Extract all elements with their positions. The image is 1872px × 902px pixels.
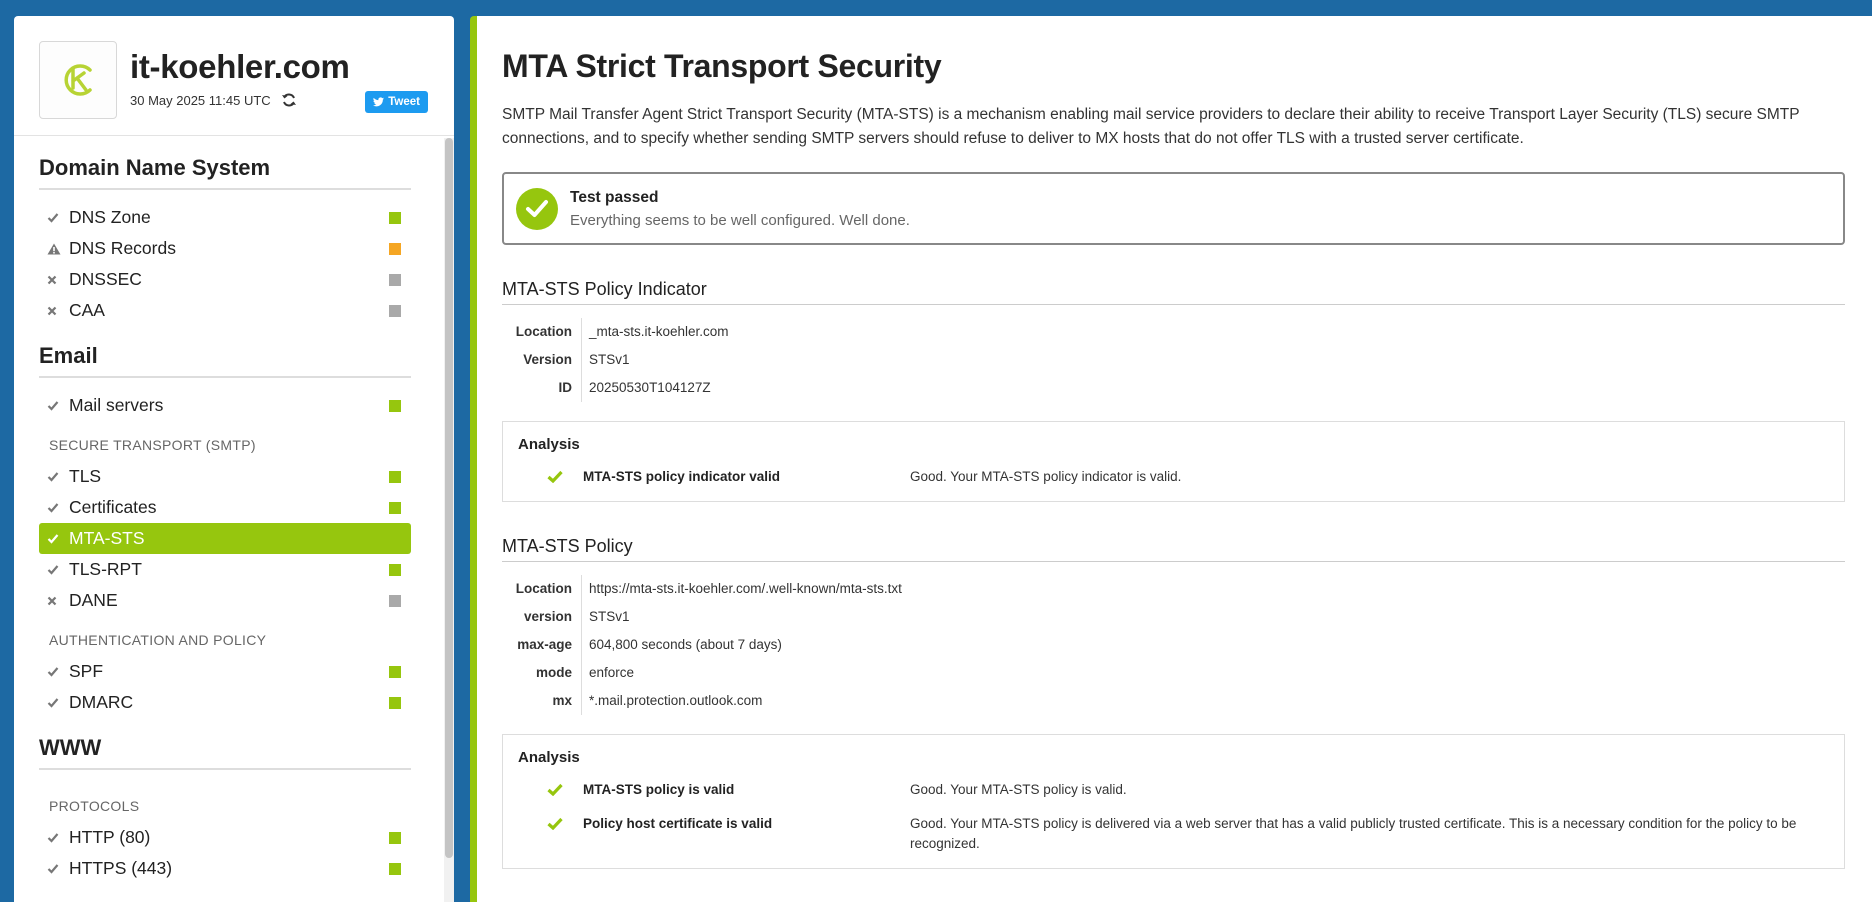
status-indicator [389,697,401,709]
field-row [502,575,1845,603]
sidebar-item-dane[interactable] [39,585,411,616]
analysis-check-name: MTA-STS policy is valid [583,782,735,797]
sidebar-item-label: TLS-RPT [69,559,142,579]
analysis-title: Analysis [518,436,580,453]
field-value: 20250530T104127Z [589,380,711,395]
main-content [470,16,1872,902]
field-row [502,318,1845,346]
sidebar-section [39,343,411,718]
analysis-title: Analysis [518,749,580,766]
status-indicator [389,400,401,412]
status-indicator [389,274,401,286]
tweet-label: Tweet [388,96,420,108]
sidebar-item-label: DNSSEC [69,269,142,289]
field-key: max-age [502,631,582,659]
tweet-button[interactable] [365,91,428,113]
check-icon [47,533,69,544]
field-row [502,346,1845,374]
check-icon [47,697,69,708]
sidebar-subheading: AUTHENTICATION AND POLICY [49,632,267,648]
field-value: https://mta-sts.it-koehler.com/.well-known/mta-sts.txt [589,581,902,596]
timestamp-text: 30 May 2025 11:45 UTC [130,92,271,108]
sidebar-item-spf[interactable] [39,656,411,687]
field-value: STSv1 [589,352,630,367]
domain-title: it-koehler.com [130,48,350,85]
field-row [502,631,1845,659]
field-row [502,374,1845,402]
sidebar-section-title: Domain Name System [39,155,411,190]
sidebar-item-https-443[interactable] [39,853,411,884]
sidebar-item-label: Certificates [69,497,157,517]
sidebar-item-mta-sts[interactable] [39,523,411,554]
status-indicator [389,243,401,255]
cross-icon [47,596,69,606]
analysis-check-name: MTA-STS policy indicator valid [583,469,781,484]
field-key: Location [502,575,582,603]
check-icon [518,814,583,854]
analysis-check-result: Good. Your MTA-STS policy is delivered via a web server that has a valid publicly trusted certificate. This is a necessary condition for the policy to be recognized. [910,816,1797,851]
twitter-bird-icon [373,97,384,107]
field-row [502,659,1845,687]
check-icon [47,666,69,677]
check-icon [47,212,69,223]
field-row [502,687,1845,715]
field-value: _mta-sts.it-koehler.com [589,324,729,339]
test-result-box [502,172,1845,245]
policy-analysis-panel [502,734,1845,869]
check-icon [47,564,69,575]
field-row [502,603,1845,631]
sidebar-item-label: SPF [69,661,104,681]
field-key: mode [502,659,582,687]
policy-heading: MTA-STS Policy [502,536,1845,562]
sidebar-item-label: HTTPS (443) [69,858,173,878]
page-title: MTA Strict Transport Security [502,48,942,84]
sidebar-item-label: DNS Records [69,238,176,258]
status-indicator [389,471,401,483]
site-logo[interactable] [39,41,117,119]
sidebar-item-tls-rpt[interactable] [39,554,411,585]
policy-fields [502,575,1845,715]
status-indicator [389,305,401,317]
status-indicator [389,666,401,678]
analysis-row [518,814,1829,854]
check-icon [47,471,69,482]
field-value: 604,800 seconds (about 7 days) [589,637,782,652]
status-indicator [389,212,401,224]
sidebar-header [14,16,454,136]
check-circle-icon [516,188,558,230]
page-intro: SMTP Mail Transfer Agent Strict Transport Security (MTA-STS) is a mechanism enabling mail service providers to declare their ability to receive Transport Layer Security (TLS) secure SMTP connections, and to specify whether sending SMTP servers should refuse to deliver to MX hosts that do not offer TLS with a trusted server certificate. [502,106,1800,147]
sidebar-item-caa[interactable] [39,295,411,326]
sidebar-item-label: DNS Zone [69,207,151,227]
sidebar-item-tls[interactable] [39,461,411,492]
check-icon [47,863,69,874]
sidebar-item-dnssec[interactable] [39,264,411,295]
sidebar-item-certificates[interactable] [39,492,411,523]
sidebar-item-label: DMARC [69,692,134,712]
sidebar-item-label: MTA-STS [69,528,145,548]
check-icon [47,502,69,513]
sidebar-subheading: PROTOCOLS [49,798,140,814]
status-indicator [389,863,401,875]
field-value: enforce [589,665,635,680]
sidebar-subheading: SECURE TRANSPORT (SMTP) [49,437,256,453]
sidebar-section-title: Email [39,343,411,378]
refresh-icon[interactable] [281,92,297,108]
sidebar-item-label: TLS [69,466,102,486]
sidebar-scrollbar[interactable] [444,138,454,902]
analysis-row [518,467,1829,487]
warning-icon [47,243,69,255]
sidebar-item-label: HTTP (80) [69,827,151,847]
indicator-heading: MTA-STS Policy Indicator [502,279,1845,305]
sidebar-section-title: WWW [39,735,411,770]
field-key: version [502,603,582,631]
sidebar-scroll-area[interactable] [14,138,454,902]
sidebar-item-dmarc[interactable] [39,687,411,718]
sidebar-scrollbar-thumb[interactable] [445,138,453,858]
sidebar-item-label: DANE [69,590,118,610]
status-indicator [389,564,401,576]
indicator-fields [502,318,1845,402]
status-indicator [389,502,401,514]
analysis-check-name: Policy host certificate is valid [583,816,773,831]
status-indicator [389,595,401,607]
field-value: STSv1 [589,609,630,624]
sidebar-item-http-80[interactable] [39,822,411,853]
indicator-analysis-panel [502,421,1845,502]
sidebar-nav [14,138,444,884]
logo-icon [58,60,98,100]
sidebar-item-dns-zone[interactable] [39,202,411,233]
analysis-check-result: Good. Your MTA-STS policy is valid. [910,782,1127,797]
check-icon [518,780,583,800]
sidebar-section [39,155,411,326]
analysis-check-result: Good. Your MTA-STS policy indicator is valid. [910,469,1182,484]
sidebar [14,16,454,902]
result-title: Test passed [570,188,659,206]
sidebar-item-label: CAA [69,300,105,320]
field-key: Location [502,318,582,346]
check-icon [47,400,69,411]
check-icon [518,467,583,487]
cross-icon [47,306,69,316]
sidebar-item-mail-servers[interactable] [39,390,411,421]
sidebar-section [39,735,411,884]
cross-icon [47,275,69,285]
field-key: mx [502,687,582,715]
sidebar-item-label: Mail servers [69,395,164,415]
field-value: *.mail.protection.outlook.com [589,693,763,708]
field-key: Version [502,346,582,374]
status-indicator [389,832,401,844]
field-key: ID [502,374,582,402]
sidebar-item-dns-records[interactable] [39,233,411,264]
analysis-row [518,780,1829,800]
check-icon [47,832,69,843]
result-subtitle: Everything seems to be well configured. Well done. [570,211,910,229]
test-timestamp [130,92,297,108]
